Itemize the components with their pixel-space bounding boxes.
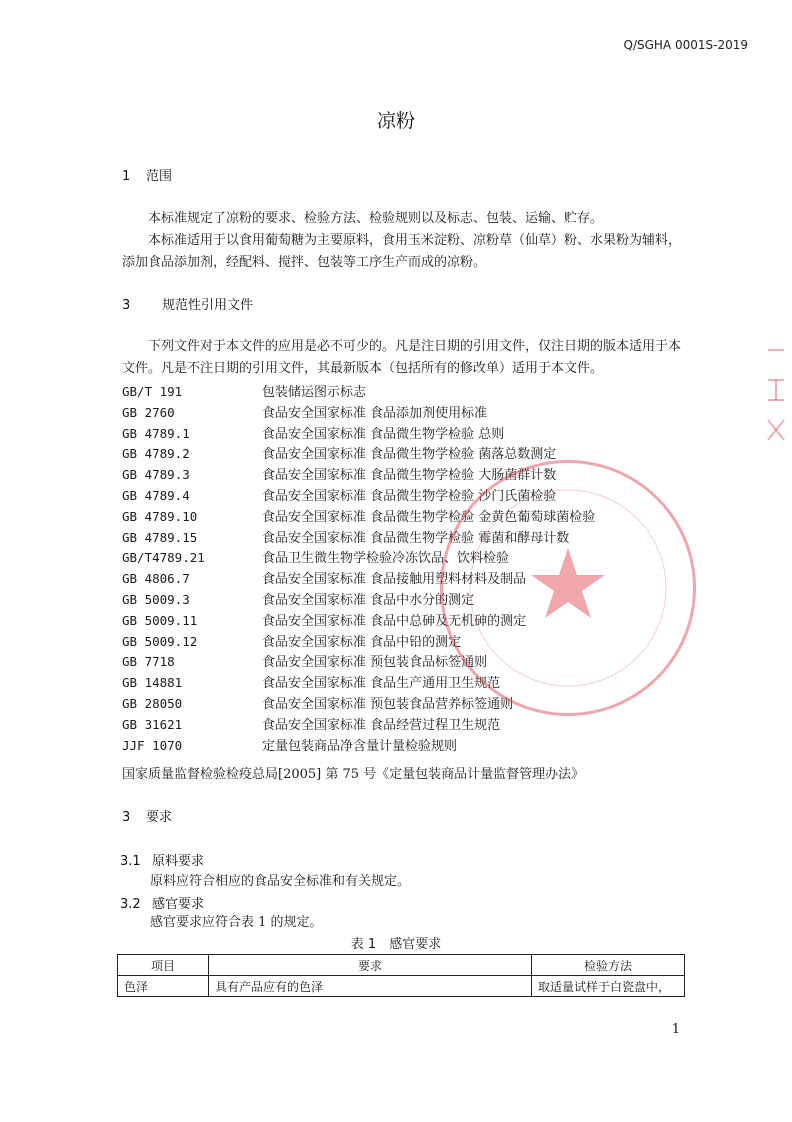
scope-paragraph-1: 本标准规定了凉粉的要求、检验方法、检验规则以及标志、包装、运输、贮存。: [148, 211, 604, 226]
section-heading-scope: [122, 165, 172, 184]
subsection-heading-sensory: [120, 893, 204, 912]
reference-code: GB 5009.11: [122, 612, 198, 628]
subsection-number: 3.1: [120, 854, 141, 869]
sensory-text: 感官要求应符合表 1 的规定。: [150, 915, 323, 930]
section-title: 范围: [146, 169, 173, 184]
reference-title: 食品安全国家标准 食品经营过程卫生规范: [262, 717, 501, 733]
reference-item: [122, 714, 500, 736]
reference-item: [122, 610, 526, 632]
reference-code: GB 4806.7: [122, 571, 190, 587]
reference-title: 食品安全国家标准 食品微生物学检验 沙门氏菌检验: [262, 489, 557, 504]
section-heading-references: [122, 294, 253, 313]
reference-item: [122, 423, 504, 445]
reference-item: [122, 735, 457, 757]
page-number: 1: [671, 1022, 680, 1037]
reference-title: 食品安全国家标准 食品中水分的测定: [262, 593, 475, 608]
reference-title: 定量包装商品净含量计量检验规则: [262, 738, 458, 754]
reference-item: [122, 527, 569, 549]
reference-title: 食品安全国家标准 食品生产通用卫生规范: [262, 676, 501, 692]
document-title: 凉粉: [376, 110, 415, 132]
reference-regulation: 国家质量监督检验检疫总局[2005] 第 75 号《定量包装商品计量监督管理办法》: [122, 767, 585, 782]
reference-item: [122, 651, 487, 673]
section-title: 要求: [146, 810, 173, 825]
reference-item: [122, 506, 595, 528]
column-header-requirement: 要求: [209, 955, 532, 976]
column-header-item: 项目: [118, 955, 209, 976]
reference-item: [122, 693, 513, 715]
reference-code: GB/T4789.21: [122, 550, 205, 566]
section-number: 1: [122, 169, 131, 184]
section-number: 3: [122, 298, 131, 313]
reference-item: [122, 443, 556, 465]
reference-code: GB 4789.2: [122, 446, 190, 462]
reference-title: 食品安全国家标准 预包装食品营养标签通则: [262, 697, 514, 712]
reference-title: 包装储运图示标志: [262, 385, 367, 400]
section-title: 规范性引用文件: [162, 298, 254, 313]
table-cell: 具有产品应有的色泽: [209, 976, 532, 997]
reference-title: 食品安全国家标准 预包装食品标签通则: [262, 655, 488, 671]
reference-title: 食品安全国家标准 食品微生物学检验 总则: [262, 426, 505, 442]
reference-code: GB 31621: [122, 716, 183, 732]
reference-code: GB 4789.10: [122, 508, 198, 524]
reference-code: GB 2760: [122, 404, 175, 420]
column-header-method: 检验方法: [532, 955, 685, 976]
reference-item: [122, 672, 500, 694]
subsection-title: 原料要求: [152, 854, 205, 869]
seal-edge-fragment: [766, 340, 786, 450]
reference-title: 食品安全国家标准 食品微生物学检验 霉菌和酵母计数: [262, 530, 570, 546]
table-cell: 取适量试样于白瓷盘中，: [532, 976, 685, 997]
subsection-heading-raw-materials: [120, 850, 204, 869]
reference-title: 食品安全国家标准 食品微生物学检验 金黄色葡萄球菌检验: [262, 509, 596, 525]
reference-item: [122, 631, 461, 653]
table-row: [118, 976, 685, 997]
reference-code: GB 7718: [122, 654, 175, 670]
subsection-title: 感官要求: [152, 897, 205, 912]
sensory-requirements-table: [117, 954, 685, 997]
reference-title: 食品安全国家标准 食品中铅的测定: [262, 634, 462, 650]
reference-code: GB/T 191: [122, 384, 183, 399]
raw-materials-text: 原料应符合相应的食品安全标准和有关规定。: [150, 874, 411, 889]
scope-paragraph-2: 本标准适用于以食用葡萄糖为主要原料，食用玉米淀粉、凉粉草（仙草）粉、水果粉为辅料，添加食品添加剂，经配料、搅拌、包装等工序生产而成的凉粉。: [122, 233, 682, 270]
reference-item: [122, 402, 487, 424]
table-cell: 色泽: [118, 976, 209, 997]
section-number: 3: [122, 810, 131, 825]
reference-item: [122, 547, 509, 569]
reference-title: 食品卫生微生物学检验冷冻饮品、饮料检验: [262, 551, 510, 567]
reference-title: 食品安全国家标准 食品微生物学检验 大肠菌群计数: [262, 468, 557, 484]
reference-code: GB 14881: [122, 675, 183, 691]
reference-code: JJF 1070: [122, 737, 183, 753]
reference-code: GB 5009.12: [122, 633, 198, 649]
reference-code: GB 28050: [122, 696, 183, 711]
reference-code: GB 4789.15: [122, 529, 198, 545]
reference-title: 食品安全国家标准 食品添加剂使用标准: [262, 405, 488, 421]
document-code: Q/SGHA 0001S-2019: [623, 38, 748, 52]
reference-item: [122, 381, 366, 403]
references-intro: 下列文件对于本文件的应用是必不可少的。凡是注日期的引用文件，仅注日期的版本适用于本文件。凡是不注日期的引用文件，其最新版本（包括所有的修改单）适用于本文件。: [122, 339, 682, 376]
section-heading-requirements: [122, 806, 172, 825]
subsection-number: 3.2: [120, 897, 141, 912]
reference-item: [122, 568, 526, 590]
reference-code: GB 4789.4: [122, 488, 190, 503]
reference-title: 食品安全国家标准 食品微生物学检验 菌落总数测定: [262, 447, 557, 463]
reference-item: [122, 485, 556, 507]
reference-title: 食品安全国家标准 食品接触用塑料材料及制品: [262, 572, 527, 588]
reference-code: GB 5009.3: [122, 592, 190, 607]
table-caption: 表 1 感官要求: [350, 937, 442, 952]
reference-item: [122, 464, 556, 486]
reference-code: GB 4789.1: [122, 425, 190, 441]
reference-title: 食品安全国家标准 食品中总砷及无机砷的测定: [262, 613, 527, 629]
reference-code: GB 4789.3: [122, 467, 190, 483]
table-header-row: [118, 955, 685, 976]
reference-item: [122, 589, 474, 611]
